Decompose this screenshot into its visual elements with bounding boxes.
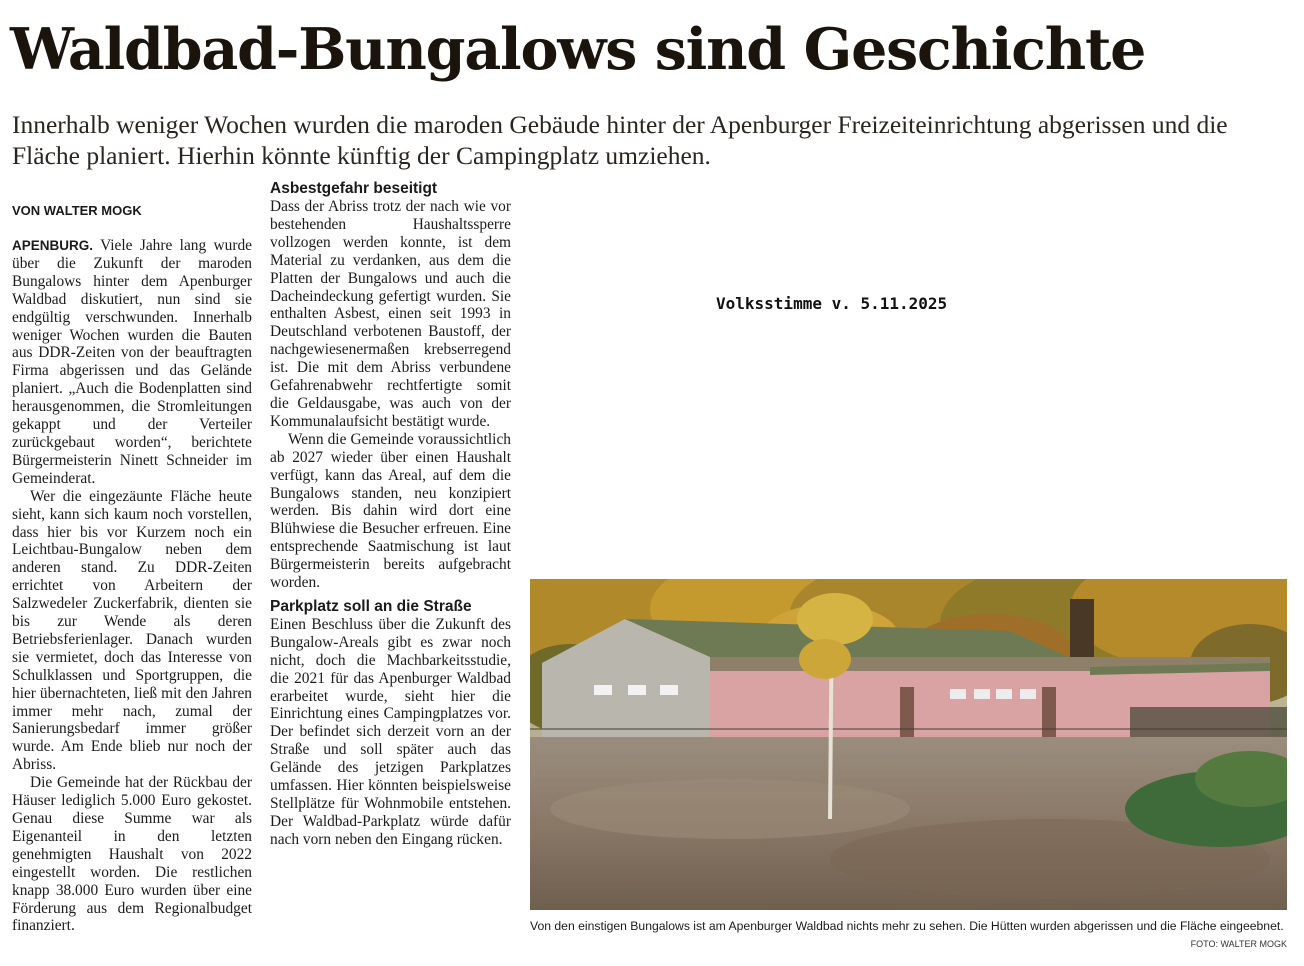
paragraph: Dass der Abriss trotz der nach wie vor bestehenden Haushaltssperre vollzogen werden konnte, ist dem Material zu verdanken, aus dem die Platten der Bungalows und auch die Dacheindeckung gefertigt wurden. Sie enthalten Asbest, einen seit 1993 in Deutschland verbotenen Baustoff, der nachgewiesenermaßen krebserregend ist. Die mit dem Abriss verbundene Gefahrenabwehr rechtfertigte somit die Geldausgabe, was auch von der Kommunalaufsicht bestätigt wurde.	[270, 198, 511, 430]
section-heading: Asbestgefahr beseitigt	[270, 180, 438, 197]
dateline: APENBURG.	[12, 238, 94, 253]
paragraph: Wenn die Gemeinde voraussichtlich ab 2027 wieder über einen Haushalt verfügt, kann das Areal, auf dem die Bungalows standen, neu konzipiert werden. Bis dahin wird dort eine Blühwiese die Besucher erfreuen. Eine entsprechende Saatmischung ist laut Bürgermeisterin bereits aufgebracht worden.	[270, 430, 511, 592]
article-column-1	[12, 237, 252, 935]
subheadline: Innerhalb weniger Wochen wurden die maroden Gebäude hinter der Apenburger Freizeiteinrichtung abgerissen und die Fläche planiert. Hierhin könnte künftig der Campingplatz umziehen.	[12, 110, 1228, 170]
paragraph: Die Gemeinde hat der Rückbau der Häuser lediglich 5.000 Euro gekostet. Genau diese Summe war als Eigenanteil in den letzten genehmigten Haushalt von 2022 eingestellt worden. Die restlichen knapp 38.000 Euro wurden über eine Förderung aus dem Regionalbudget finanziert.	[12, 774, 252, 935]
article-photo	[530, 579, 1287, 910]
section-heading: Parkplatz soll an die Straße	[270, 597, 472, 615]
paragraph: Einen Beschluss über die Zukunft des Bungalow-Areals gibt es zwar noch nicht, doch die Machbarkeitsstudie, die 2021 für das Apenburger Waldbad erarbeitet wurde, sieht hier die Einrichtung eines Campingplatzes vor. Der befindet sich derzeit vorn an der Straße und soll später auch das Gelände des jetzigen Parkplatzes umfassen. Hier könnten beispielsweise Stellplätze für Wohnmobile entstehen. Der Waldbad-Parkplatz würde dafür nach vorn neben den Eingang rücken.	[270, 615, 511, 848]
headline: Waldbad-Bungalows sind Geschichte	[10, 16, 1146, 83]
photo-credit: FOTO: WALTER MOGK	[1190, 939, 1287, 949]
source-stamp: Volksstimme v. 5.11.2025	[716, 294, 948, 313]
byline: VON WALTER MOGK	[12, 203, 142, 218]
article-column-2	[270, 180, 511, 849]
paragraph-text: Viele Jahre lang wurde über die Zukunft der maroden Bungalows hinter dem Apenburger Waldbad diskutiert, nun sind sie endgültig verschwunden. Innerhalb weniger Wochen wurden die Bauten aus DDR-Zeiten von der beauftragten Firma abgerissen und das Gelände planiert. „Auch die Bodenplatten sind herausgenommen, die Stromleitungen gekappt und der Verteiler zurückgebaut worden“, berichtete Bürgermeisterin Ninett Schneider im Gemeinderat.	[12, 237, 252, 487]
paragraph	[12, 237, 252, 488]
paragraph: Wer die eingezäunte Fläche heute sieht, kann sich kaum noch vorstellen, dass hier bis vor Kurzem noch ein Leichtbau-Bungalow neben dem anderen stand. Zu DDR-Zeiten errichtet von Arbeitern der Salzwedeler Zuckerfabrik, dienten sie bis zur Wende als deren Betriebsferienlager. Danach wurden sie vermietet, doch das Interesse von Schulklassen und Sportgruppen, die hier übernachteten, ließ mit den Jahren immer mehr nach, zumal der Sanierungsbedarf immer größer wurde. Am Ende blieb nur noch der Abriss.	[12, 487, 252, 774]
photo-caption: Von den einstigen Bungalows ist am Apenburger Waldbad nichts mehr zu sehen. Die Hütten wurden abgerissen und die Fläche eingeebnet.	[530, 919, 1284, 933]
